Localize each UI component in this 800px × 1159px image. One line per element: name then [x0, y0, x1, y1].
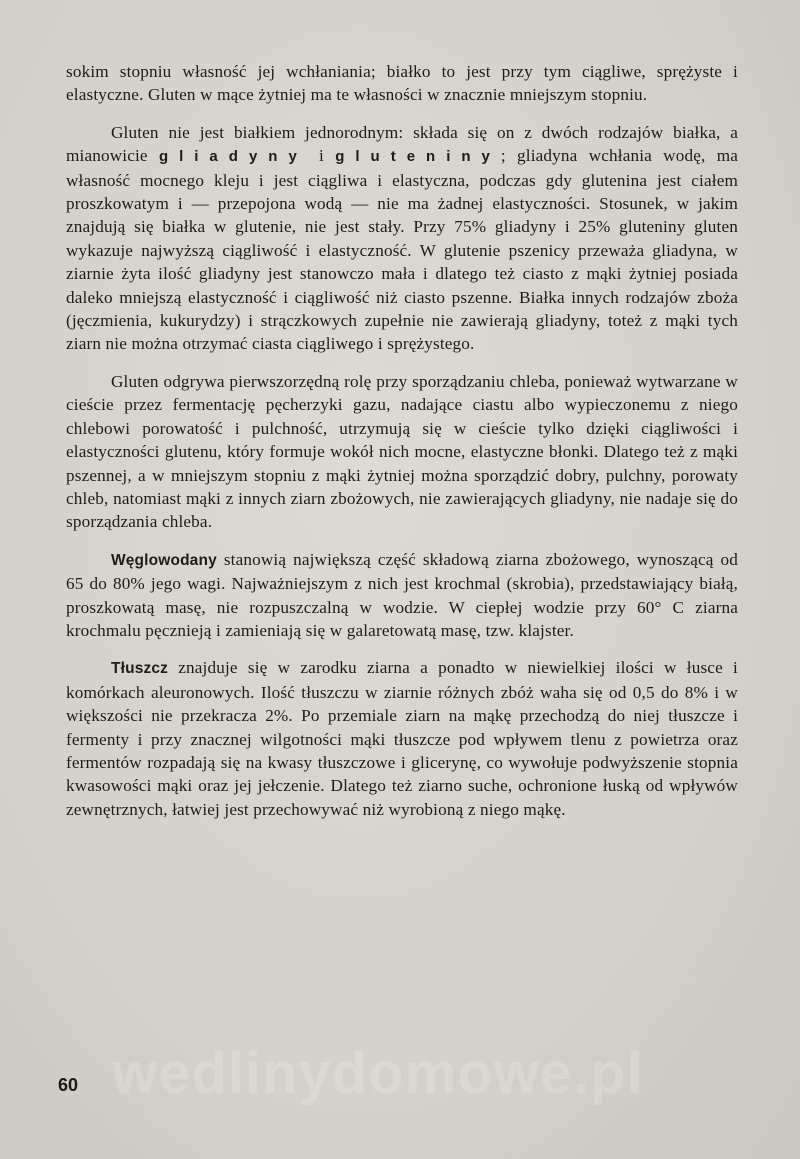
paragraph-fat	[66, 656, 738, 821]
paragraph-text: ; gliadyna wchłania wodę, ma własność mocnego kleju i jest ciągliwa i elastyczna, podczas gdy glutenina jest ciałem proszkowatym i — przepojona wodą — nie ma żadnej elastyczności. Stosunek, w jakim znajdują się białka w glutenie, nie jest stały. Przy 75% gliadyny i 25% gluteniny gluten wykazuje najwyższą ciągliwość i elastyczność. W glutenie pszenicy przeważa gliadyna, w ziarnie żyta ilość gliadyny jest stanowczo mała i dlatego też ciasto z mąki żytniej posiada daleko mniejszą elastyczność i ciągliwość niż ciasto pszenne. Białka innych rodzajów zboża (jęczmienia, kukurydzy) i strączkowych zupełnie nie zawierają gliadyny, toteż z mąki tych ziarn nie można otrzymać ciasta ciągliwego i sprężystego.	[66, 146, 738, 354]
paragraph-text: Gluten nie jest białkiem jednorodnym: składa się on z dwóch rodzajów białka, a mianowicie	[66, 122, 738, 166]
paragraph-text: Gluten odgrywa pierwszorzędną rolę przy sporządzaniu chleba, ponieważ wytwarzane w cieście przez fermentację pęcherzyki gazu, nadające ciastu albo wypieczonemu z niego chlebowi porowatość i pulchność, utrzymują się w cieście tylko dzięki ciągliwości i elastyczności glutenu, który formuje wokół nich mocne, elastyczne błonki. Dlatego też z mąki pszennej, a w mniejszym stopniu z mąki żytniej można sporządzić dobry, pulchny, porowaty chleb, natomiast mąki z innych ziarn zbożowych, nie zawierających gliadyny, nie nadaje się do sporządzania chleba.	[66, 371, 738, 532]
paragraph-text: stanowią największą część składową ziarna zbożowego, wynoszącą od 65 do 80% jego wagi. Najważniejszym z nich jest krochmal (skrobia), przedstawiający białą, proszkowatą masę, nie rozpuszczalną w wodzie. W ciepłej wodzie przy 60° C ziarna krochmalu pęcznieją i zamieniają się w galaretowatą masę, tzw. klajster.	[66, 549, 738, 640]
heading-tluszcz: Tłuszcz	[111, 660, 169, 678]
paragraph-text: i	[307, 146, 336, 166]
paragraph-gluten-composition	[66, 121, 738, 356]
page-body-text	[66, 60, 738, 821]
term-gliadyny: gliadyny	[158, 148, 308, 166]
paragraph-continuation	[66, 60, 738, 107]
page-number: 60	[58, 1075, 79, 1095]
paragraph-text: znajduje się w zarodku ziarna a ponadto w niewielkiej ilości w łusce i komórkach aleuronowych. Ilość tłuszczu w ziarnie różnych zbóż waha się od 0,5 do 8% i w większości nie przekracza 2%. Po przemiale ziarn na mąkę przechodzą do niej tłuszcze i fermenty i przy znacznej wilgotności mąki tłuszcze pod wpływem tlenu z powietrza oraz fermentów rozpadają się na kwasy tłuszczowe i glicerynę, co wywołuje podwyższenie stopnia kwasowości mąki oraz jej jełczenie. Dlatego też ziarno suche, ochronione łuską od wpływów zewnętrznych, łatwiej jest przechowywać niż wyrobioną z niego mąkę.	[66, 658, 738, 819]
watermark: wedlinydomowe.pl	[112, 1041, 644, 1106]
term-gluteniny: gluteniny	[335, 148, 501, 166]
paragraph-gluten-role	[66, 370, 738, 534]
heading-weglowodany: Węglowodany	[111, 551, 217, 569]
paragraph-carbohydrates	[66, 548, 738, 643]
paragraph-text: sokim stopniu własność jej wchłaniania; białko to jest przy tym ciągliwe, sprężyste i elastyczne. Gluten w mące żytniej ma te własności w znacznie mniejszym stopniu.	[66, 62, 738, 105]
